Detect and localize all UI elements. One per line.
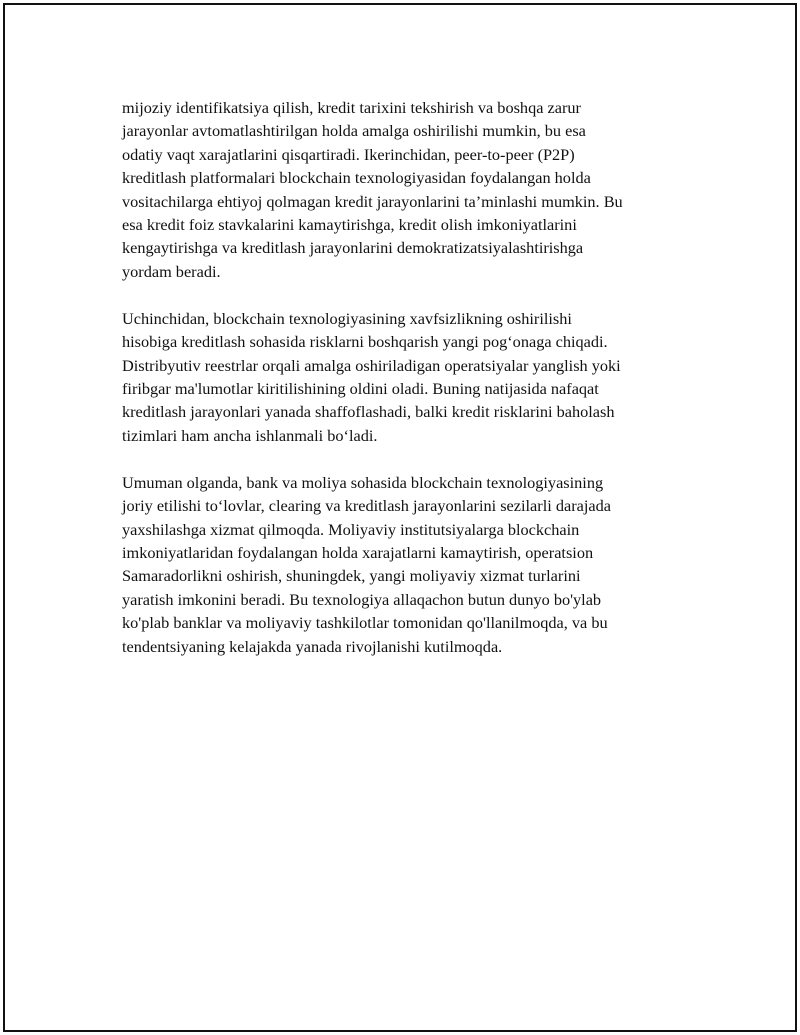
text-line: tendentsiyaning kelajakda yanada rivojlanishi kutilmoqda. bbox=[122, 636, 503, 656]
text-line: imkoniyatlaridan foydalangan holda xarajatlarni kamaytirish, operatsion bbox=[122, 542, 594, 562]
paragraph-1 bbox=[122, 96, 694, 283]
text-line: ko'plab banklar va moliyaviy tashkilotlar tomonidan qo'llanilmoqda, va bu bbox=[122, 613, 608, 633]
text-line: vositachilarga ehtiyoj qolmagan kredit jarayonlarini ta’minlashi mumkin. Bu bbox=[122, 191, 623, 211]
text-line: odatiy vaqt xarajatlarini qisqartiradi. Ikerinchidan, peer-to-peer (P2P) bbox=[122, 144, 575, 164]
page-content bbox=[122, 96, 694, 681]
text-line: yordam beradi. bbox=[122, 261, 221, 281]
text-line: kreditlash platformalari blockchain texnologiyasidan foydalangan holda bbox=[122, 168, 591, 188]
paragraph-3 bbox=[122, 471, 694, 658]
text-line: yaratish imkonini beradi. Bu texnologiya allaqachon butun dunyo bo'ylab bbox=[122, 589, 602, 609]
text-line: jarayonlar avtomatlashtirilgan holda amalga oshirilishi mumkin, bu esa bbox=[122, 121, 586, 141]
text-line: Samaradorlikni oshirish, shuningdek, yangi moliyaviy xizmat turlarini bbox=[122, 566, 581, 586]
text-line: Uchinchidan, blockchain texnologiyasining xavfsizlikning oshirilishi bbox=[122, 308, 572, 328]
text-line: esa kredit foiz stavkalarini kamaytirishga, kredit olish imkoniyatlarini bbox=[122, 215, 577, 235]
text-line: yaxshilashga xizmat qilmoqda. Moliyaviy institutsiyalarga blockchain bbox=[122, 519, 580, 539]
paragraph-2 bbox=[122, 307, 694, 447]
text-line: joriy etilishi to‘lovlar, clearing va kreditlash jarayonlarini sezilarli darajada bbox=[122, 496, 611, 516]
text-line: Distribyutiv reestrlar orqali amalga oshiriladigan operatsiyalar yanglish yoki bbox=[122, 355, 621, 375]
text-line: firibgar ma'lumotlar kiritilishining oldini oladi. Buning natijasida nafaqat bbox=[122, 378, 599, 398]
text-line: kreditlash jarayonlari yanada shaffoflashadi, balki kredit risklarini baholash bbox=[122, 402, 615, 422]
text-line: hisobiga kreditlash sohasida risklarni boshqarish yangi pog‘onaga chiqadi. bbox=[122, 332, 608, 352]
text-line: kengaytirishga va kreditlash jarayonlarini demokratizatsiyalashtirishga bbox=[122, 238, 584, 258]
text-line: Umuman olganda, bank va moliya sohasida blockchain texnologiyasining bbox=[122, 472, 604, 492]
text-line: mijoziy identifikatsiya qilish, kredit tarixini tekshirish va boshqa zarur bbox=[122, 98, 581, 117]
text-line: tizimlari ham ancha ishlanmali bo‘ladi. bbox=[122, 425, 378, 445]
page-frame bbox=[3, 3, 797, 1032]
